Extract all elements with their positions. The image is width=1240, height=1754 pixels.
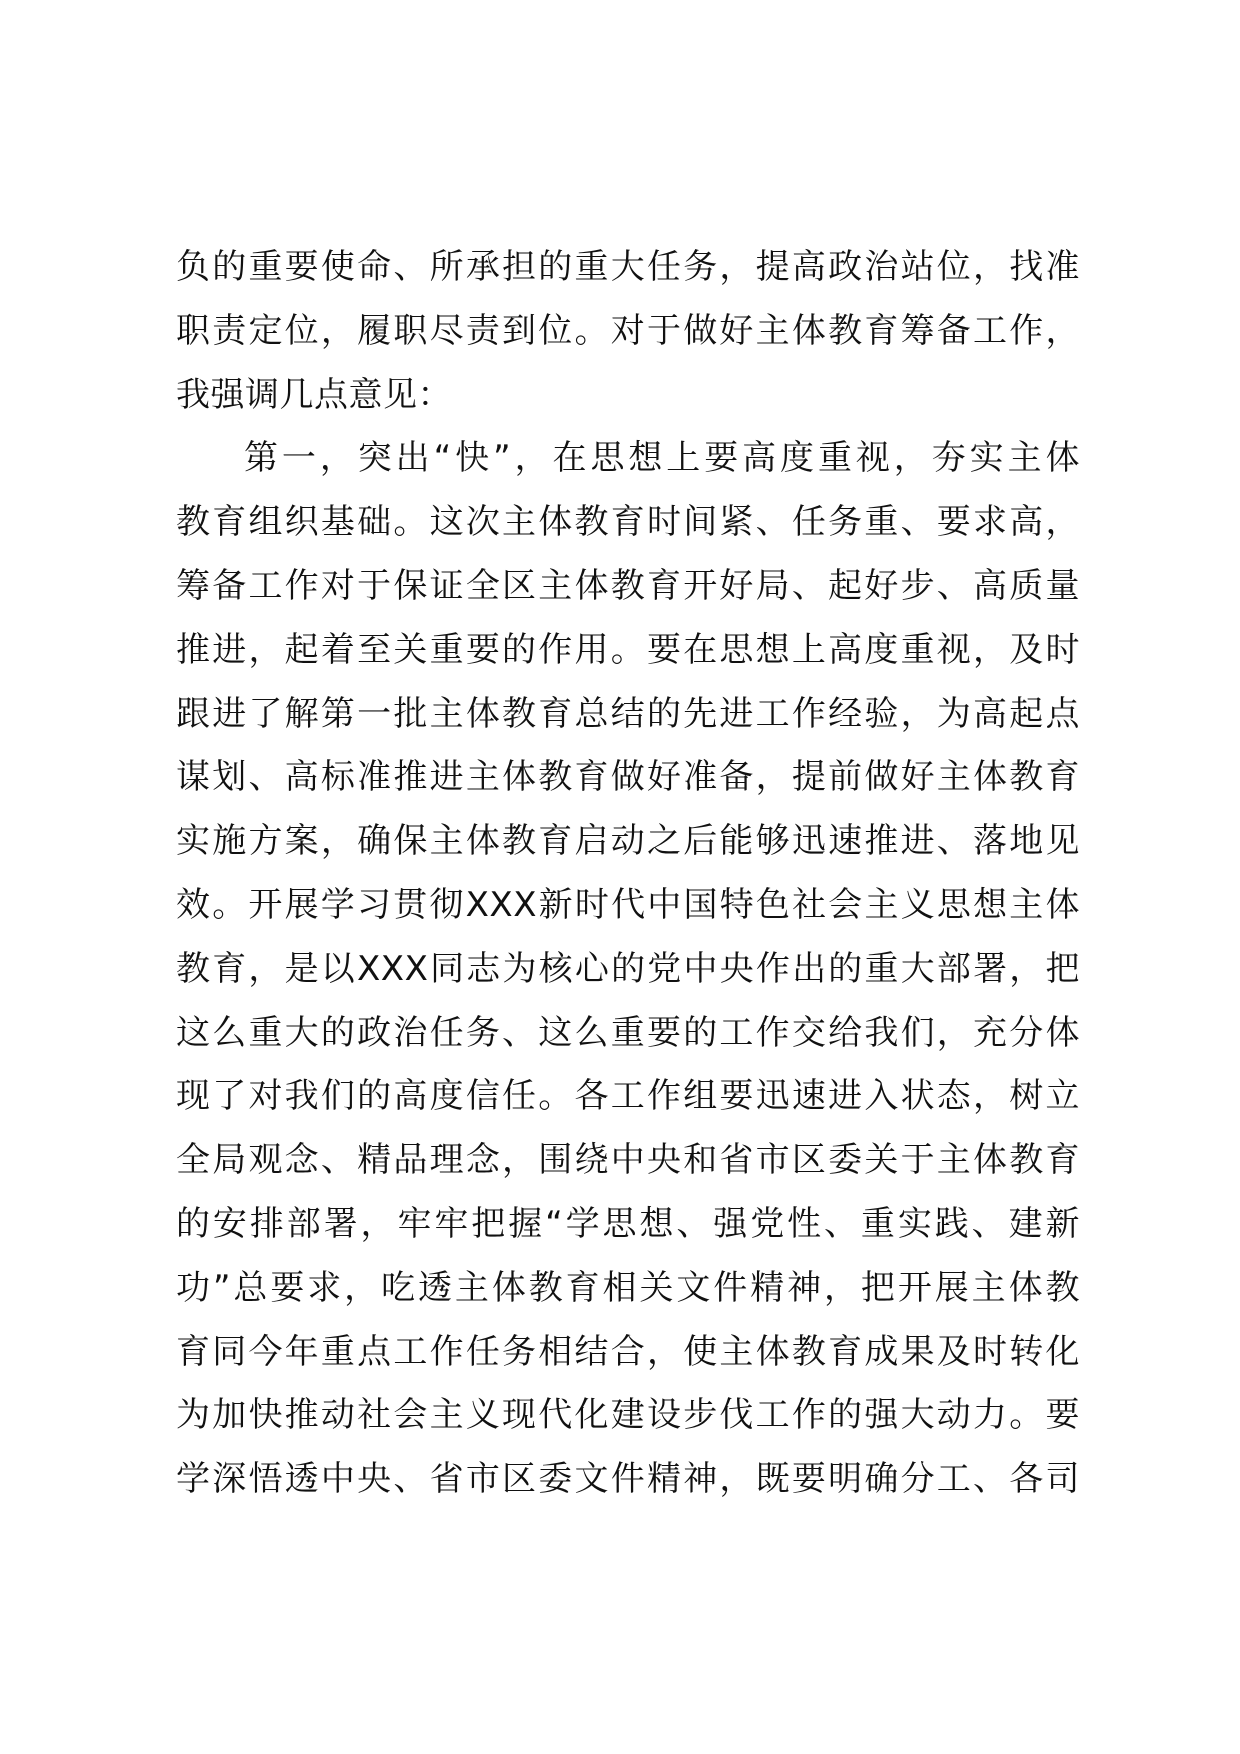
paragraph-first-line: 第一，突出“快”，在思想上要高度重视，夯实主体 <box>244 438 1080 479</box>
text-line: 跟进了解第一批主体教育总结的先进工作经验，为高起点 <box>176 693 1080 734</box>
text-line: 实施方案，确保主体教育启动之后能够迅速推进、落地见 <box>176 821 1080 862</box>
text-line: 育同今年重点工作任务相结合，使主体教育成果及时转化 <box>176 1331 1080 1372</box>
text-line: 教育组织基础。这次主体教育时间紧、任务重、要求高， <box>176 502 1080 543</box>
text-line: 教育，是以XXX同志为核心的党中央作出的重大部署，把 <box>176 948 1080 989</box>
text-line: 负的重要使命、所承担的重大任务，提高政治站位，找准 <box>176 247 1080 287</box>
text-line: 我强调几点意见： <box>176 374 452 415</box>
text-line: 功”总要求，吃透主体教育相关文件精神，把开展主体教 <box>176 1267 1080 1308</box>
text-line: 推进，起着至关重要的作用。要在思想上高度重视，及时 <box>176 629 1080 670</box>
text-line: 的安排部署，牢牢把握“学思想、强党性、重实践、建新 <box>176 1203 1080 1244</box>
text-line: 筹备工作对于保证全区主体教育开好局、起好步、高质量 <box>176 565 1080 606</box>
text-line: 全局观念、精品理念，围绕中央和省市区委关于主体教育 <box>176 1140 1080 1181</box>
text-line: 现了对我们的高度信任。各工作组要迅速进入状态，树立 <box>176 1076 1080 1117</box>
text-line: 谋划、高标准推进主体教育做好准备，提前做好主体教育 <box>176 757 1080 798</box>
body-text <box>176 236 1080 1512</box>
text-line: 学深悟透中央、省市区委文件精神，既要明确分工、各司 <box>176 1459 1080 1500</box>
text-line: 职责定位，履职尽责到位。对于做好主体教育筹备工作， <box>176 310 1080 351</box>
text-line: 这么重大的政治任务、这么重要的工作交给我们，充分体 <box>176 1012 1080 1053</box>
text-line: 效。开展学习贯彻XXX新时代中国特色社会主义思想主体 <box>176 884 1080 925</box>
text-line: 为加快推动社会主义现代化建设步伐工作的强大动力。要 <box>176 1395 1080 1436</box>
